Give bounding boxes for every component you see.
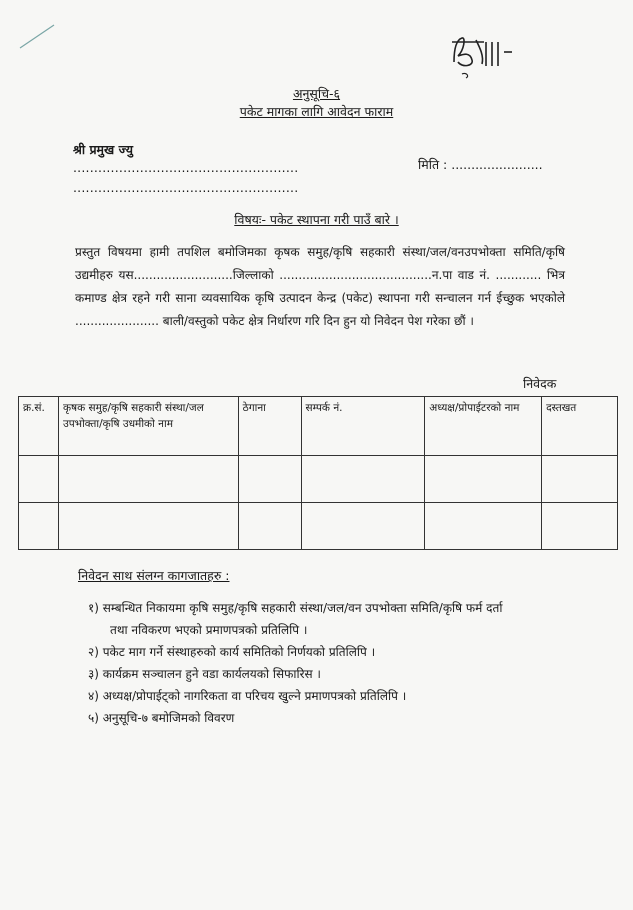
table-cell[interactable]: [542, 503, 618, 550]
attachments-list: [88, 597, 568, 729]
col-header-signature: दस्तखत: [542, 397, 618, 456]
list-item: १) सम्बन्धित निकायमा कृषि समुह/कृषि सहकारी संस्था/जल/वन उपभोक्ता समिति/कृषि फर्म दर्ता: [88, 601, 503, 615]
address-line-2: ......................................................: [73, 180, 299, 195]
col-header-serial: क्र.सं.: [19, 397, 59, 456]
annex-heading: अनुसूचि-६: [292, 86, 341, 101]
subject-line: विषयः- पकेट स्थापना गरी पाउँ बारे ।: [234, 212, 399, 227]
table-cell[interactable]: [238, 503, 301, 550]
table-cell[interactable]: [238, 456, 301, 503]
list-item: तथा नविकरण भएको प्रमाणपत्रको प्रतिलिपि ।: [110, 623, 308, 637]
table-cell[interactable]: [19, 456, 59, 503]
table-cell[interactable]: [301, 503, 425, 550]
table-cell[interactable]: [58, 503, 238, 550]
form-title: पकेट मागका लागि आवेदन फाराम: [239, 104, 394, 119]
table-row: [19, 503, 618, 550]
table-cell[interactable]: [58, 456, 238, 503]
table-cell[interactable]: [542, 456, 618, 503]
table-cell[interactable]: [425, 456, 542, 503]
address-line-1: ......................................................: [73, 160, 299, 175]
list-item: ५) अनुसूचि-७ बमोजिमको विवरण: [88, 711, 235, 725]
col-header-chairperson: अध्यक्ष/प्रोपाईटरको नाम: [425, 397, 542, 456]
table-row: [19, 456, 618, 503]
applicant-table: [18, 396, 618, 550]
table-cell[interactable]: [19, 503, 59, 550]
col-header-address: ठेगाना: [238, 397, 301, 456]
list-item: ३) कार्यक्रम सञ्चालन हुने वडा कार्यलयको सिफारिस ।: [88, 667, 321, 681]
list-item: २) पकेट माग गर्ने संस्थाहरुको कार्य समितिको निर्णयको प्रतिलिपि ।: [88, 645, 376, 659]
salutation: श्री प्रमुख ज्यु: [73, 142, 134, 157]
attachments-title: निवेदन साथ संलग्न कागजातहरु :: [78, 568, 230, 583]
table-cell[interactable]: [301, 456, 425, 503]
corner-pen-mark: [18, 22, 58, 52]
col-header-contact: सम्पर्क नं.: [301, 397, 425, 456]
table-header-row: [19, 397, 618, 456]
handwritten-signature: [440, 22, 550, 82]
date-field: मिति : .......................: [418, 157, 543, 172]
body-paragraph: प्रस्तुत विषयमा हामी तपशिल बमोजिमका कृषक समुह/कृषि सहकारी संस्था/जल/वनउपभोक्ता समिति/कृषि उद्यमीहरु यस..........................जिल्लाको ........................................न.पा वाड नं. ............ भित्र कमाण्ड क्षेत्र रहने गरी साना व्यवसायिक कृषि उत्पादन केन्द्र (पकेट) स्थापना गरी सन्चालन गर्न ईच्छुक भएकोले ...................... बाली/वस्तुको पकेट क्षेत्र निर्धारण गरि दिन हुन यो निवेदन पेश गरेका छौं ।: [75, 245, 565, 328]
col-header-group-name: कृषक समुह/कृषि सहकारी संस्था/जल उपभोक्ता/कृषि उधमीको नाम: [58, 397, 238, 456]
applicant-label: निवेदक: [523, 376, 557, 391]
list-item: ४) अध्यक्ष/प्रोपाईट्को नागरिकता वा परिचय खुल्ने प्रमाणपत्रको प्रतिलिपि ।: [88, 689, 407, 703]
table-cell[interactable]: [425, 503, 542, 550]
